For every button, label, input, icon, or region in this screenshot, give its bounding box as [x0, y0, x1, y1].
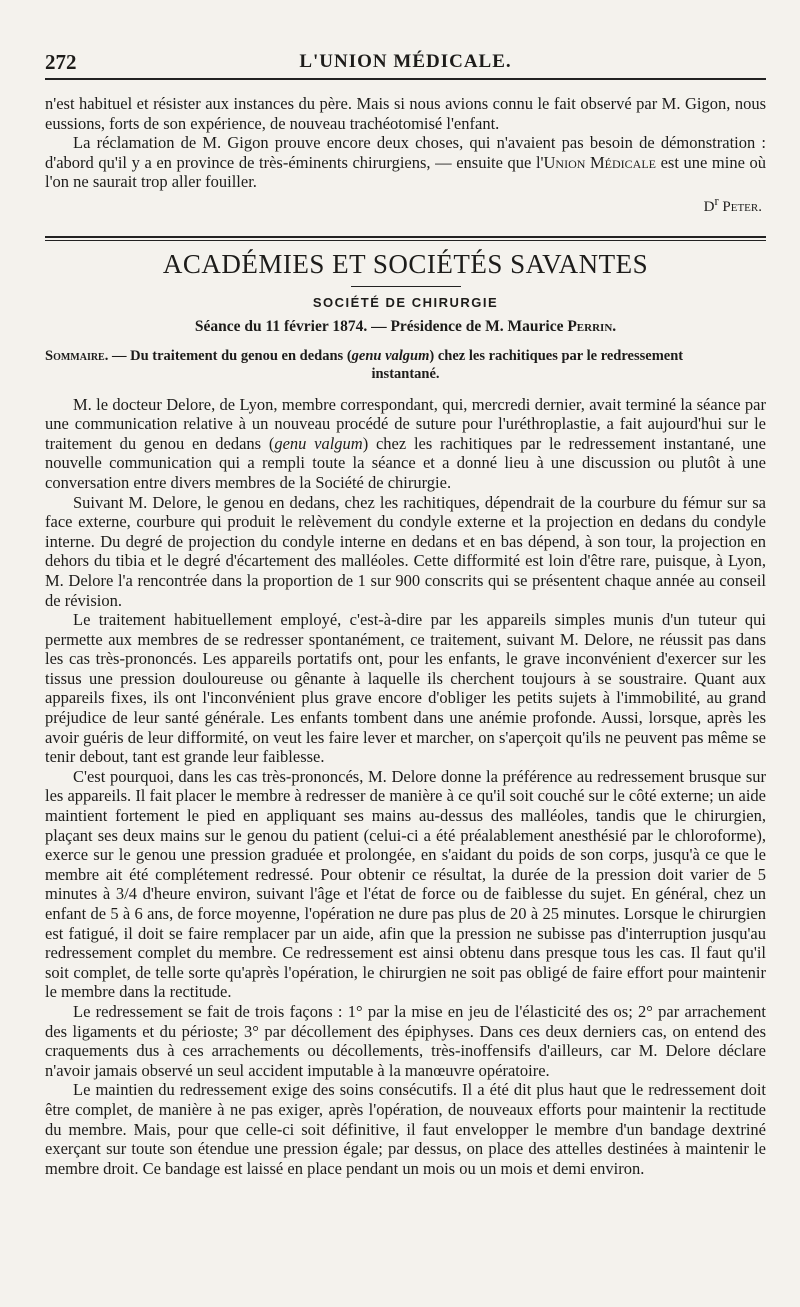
- article-body: [45, 395, 766, 1179]
- page-number: 272: [45, 50, 77, 74]
- intro-text-b: est une mine où l'on ne saurait trop aller fouiller.: [45, 152, 766, 192]
- body-paragraph-3: Le traitement habituellement employé, c'est-à-dire par les appareils simples munis d'un tuteur qui permette aux membres de se redresser spontanément, ce traitement, suivant M. Delore, ne réussit pas dans les cas très-prononcés. Les appareils portatifs ont, pour les enfants, le grave inconvénient d'exercer sur les tissus une pression douloureuse ou gênante à laquelle ils cherchent toujours à se soustraire. Quant aux appareils fixes, ils ont l'inconvénient plus grave encore d'obliger les petits sujets à l'immobilité, au grand préjudice de leur santé générale. Les enfants tombent dans une anémie profonde. Aussi, lorsque, après les avoir guéris de leur difformité, on veut les faire lever et marcher, on s'aperçoit qu'ils ne peuvent pas même se tenir debout, tant est grande leur faiblesse.: [45, 610, 766, 767]
- body-paragraph-1: [45, 395, 766, 493]
- running-head: [45, 44, 766, 80]
- summary-text-b: ) chez les rachitiques par le redressement: [429, 347, 684, 364]
- body-paragraph-4: C'est pourquoi, dans les cas très-prononcés, M. Delore donne la préférence au redressement brusque sur les appareils. Il fait placer le membre à redresser de manière à ce qu'il soit couché sur le côté externe; un aide maintient fortement le pied en appliquant ses mains au-dessus des malléoles, tandis que le chirurgien, plaçant ses deux mains sur le genou du patient (celui-ci a été préalablement anesthésié par le chloroforme), exerce sur le genou une pression graduée et prolongée, en s'aidant du poids de son corps, jusqu'à ce que le membre ait été complétement redressé. Pour obtenir ce résultat, la durée de la pression doit varier de 5 minutes à 3/4 d'heure environ, suivant l'âge et l'état de force ou de faiblesse du sujet. En général, chez un enfant de 5 à 6 ans, de force moyenne, l'opération ne dure pas plus de 20 à 25 minutes. Lorsque le chirurgien est fatigué, il doit se faire remplacer par un aide, afin que la pression ne subisse pas d'interruption jusqu'au redressement complet du membre. Ce redressement est ainsi obtenu dans presque tous les cas. Il faut qu'il soit complet, de telle sorte qu'après l'opération, le chirurgien ne soit pas obligé de faire effort pour maintenir le membre dans la rectitude.: [45, 766, 766, 1002]
- section-title: ACADÉMIES ET SOCIÉTÉS SAVANTES: [162, 248, 649, 279]
- intro-paragraph-2: [45, 133, 766, 192]
- body-paragraph-6: Le maintien du redressement exige des soins consécutifs. Il a été dit plus haut que le redressement doit être complet, de manière à ne pas exiger, après l'opération, de nouveaux efforts pour maintenir la rectitude du membre. Mais, pour que celle-ci soit définitive, il faut envelopper le membre d'un bandage dextriné exerçant sur toute son étendue une pression égale; par dessus, on place des attelles destinées à maintenir le membre droit. Ce bandage est laissé en place pendant un mois ou un mois et demi environ.: [45, 1080, 766, 1178]
- signature-title: D: [703, 198, 715, 215]
- president-name: Perrin: [567, 317, 613, 335]
- summary-text-a: — Du traitement du genou en dedans (: [108, 347, 352, 364]
- summary-end: instantané.: [371, 365, 440, 382]
- signature: [45, 192, 766, 218]
- body-paragraph-2: Suivant M. Delore, le genou en dedans, chez les rachitiques, dépendrait de la courbure du fémur sur sa face externe, courbure qui produit le relèvement du condyle externe et la projection en dedans du condyle interne. Du degré de projection du condyle interne en dedans et en bas dépend, à son tour, la projection en dehors du tibia et le degré d'écartement des malléoles. Cette difformité est loin d'être rare, puisque, à Lyon, M. Delore l'a rencontrée dans la proportion de 1 sur 900 conscrits qui se présentent chaque année au conseil de révision.: [45, 492, 766, 610]
- intro-section: [45, 94, 766, 218]
- intro-text-a: La réclamation de M. Gigon prouve encore deux choses, qui n'avaient pas besoin de démonstration : d'abord qu'il y a en province de très-éminents chirurgiens, — ensuite que l': [45, 133, 766, 172]
- p1-text-a: M. le docteur Delore, de Lyon, membre correspondant, qui, mercredi dernier, avait terminé la séance par une communication relative à un nouveau procédé de suture pour l'uréthroplastie, a fait aujourd'hui sur le traitement du genou en dedans (: [45, 394, 766, 453]
- p1-italic: genu valgum: [274, 433, 363, 453]
- signature-name: Peter.: [718, 198, 762, 215]
- session-line: [45, 318, 766, 336]
- journal-title: L'UNION MÉDICALE.: [299, 51, 512, 72]
- title-rule: [351, 286, 461, 287]
- session-end: .: [612, 317, 617, 335]
- p1-text-b: ) chez les rachitiques par le redressement instantané, une nouvelle communication qui a rempli toute la séance et a donné lieu à une discussion ou plutôt à une conversation entre divers membres de la Société de chirurgie.: [45, 433, 766, 492]
- body-paragraph-5: Le redressement se fait de trois façons : 1° par la mise en jeu de l'élasticité des os; 2° par arrachement des ligaments et du périoste; 3° par décollement des épiphyses. Dans ces deux derniers cas, on entend des craquements dus à ces arrachements ou décollements, très-inoffensifs d'ailleurs, car M. Delore déclare n'avoir jamais observé un seul accident imputable à la manœuvre opératoire.: [45, 1001, 766, 1080]
- summary: [45, 347, 766, 383]
- summary-italic: genu valgum: [351, 347, 430, 364]
- intro-paragraph-1: n'est habituel et résister aux instances du père. Mais si nous avions connu le fait observé par M. Gigon, nous eussions, forts de son expérience, de nouveau trachéotomisé l'enfant.: [45, 94, 766, 133]
- society-heading: SOCIÉTÉ DE CHIRURGIE: [312, 294, 499, 310]
- section-divider: [45, 236, 766, 241]
- summary-label: Sommaire.: [45, 347, 109, 364]
- journal-name: Union Médicale: [543, 152, 656, 172]
- session-date: Séance du 11 février 1874. — Présidence de M. Maurice: [194, 317, 568, 335]
- signature-sup: r: [714, 193, 719, 208]
